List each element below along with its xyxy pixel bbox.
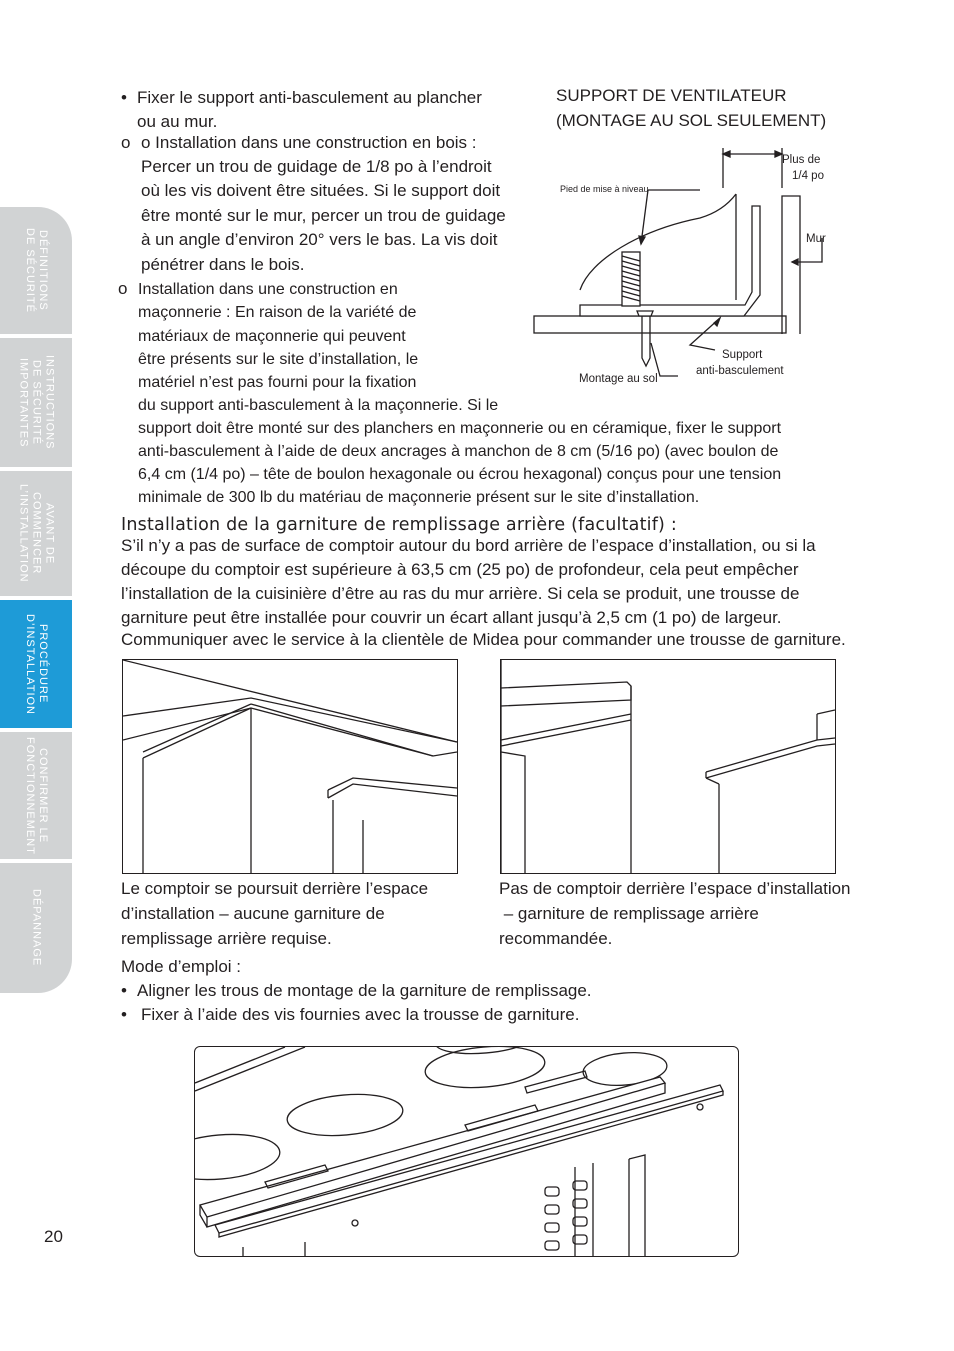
nav-tab-before-install[interactable] (0, 471, 72, 596)
paragraph-line: Percer un trou de guidage de 1/8 po à l’endroit (141, 157, 492, 176)
instruction-step: Aligner les trous de montage de la garniture de remplissage. (137, 981, 592, 1000)
nav-tab-label: CONFIRMER LE FONCTIONNEMENT (24, 736, 49, 855)
side-navigation (0, 207, 72, 993)
list-marker: o (121, 133, 131, 152)
bullet-text-line: ou au mur. (137, 112, 218, 131)
body-line: Communiquer avec le service à la clientèle de Midea pour commander une trousse de garniture. (121, 630, 846, 649)
paragraph-line: maçonnerie : En raison de la variété de (138, 304, 417, 321)
diagram-title: (MONTAGE AU SOL SEULEMENT) (556, 111, 827, 130)
paragraph-line: être présents sur le site d’installation, le (138, 351, 419, 368)
body-line: garniture peut être installée pour couvrir un écart allant jusqu’à 2,5 cm (1 po) de largeur. (121, 608, 782, 627)
paragraph-line: o Installation dans une construction en bois : (141, 133, 477, 152)
caption-line: Le comptoir se poursuit derrière l’espace (121, 879, 429, 898)
countertop-continues-figure (122, 659, 458, 874)
list-marker: o (118, 279, 128, 298)
nav-tab-troubleshooting[interactable] (0, 863, 72, 993)
caption-line: recommandée. (499, 929, 613, 948)
label-floor-mount: Montage au sol (579, 373, 658, 385)
bullet-symbol: • (121, 981, 127, 1000)
no-countertop-figure (500, 659, 836, 874)
paragraph-line: matériaux de maçonnerie qui peuvent (138, 328, 406, 345)
paragraph-line: où les vis doivent être situées. Si le support doit (141, 181, 501, 200)
body-line: découpe du comptoir est supérieure à 63,5 cm (25 po) de profondeur, cela peut empêcher (121, 560, 799, 579)
paragraph-line: matériel n’est pas fourni pour la fixation (138, 374, 417, 391)
nav-tab-label: AVANT DE COMMENCER L’INSTALLATION (17, 484, 56, 583)
paragraph-line: Installation dans une construction en (138, 281, 398, 298)
paragraph-line: être monté sur le mur, percer un trou de guidage (141, 206, 506, 225)
paragraph-line: 6,4 cm (1/4 po) – tête de boulon hexagonale ou écrou hexagonal) conçus pour une tension (138, 466, 782, 483)
section-heading: Installation de la garniture de remplissage arrière (facultatif) : (121, 515, 677, 535)
nav-tab-label: DÉPANNAGE (30, 889, 43, 967)
diagram-title: SUPPORT DE VENTILATEUR (556, 86, 787, 105)
bullet-symbol: • (121, 1005, 127, 1024)
nav-tab-label: INSTRUCTIONS DE SÉCURITÉ IMPORTANTES (17, 355, 56, 450)
label-leveling-foot: Pied de mise à niveau (560, 184, 649, 194)
label-wall: Mur (806, 233, 826, 245)
label-bracket: Support (722, 349, 763, 361)
label-bracket: anti-basculement (696, 365, 784, 377)
nav-tab-install-procedure[interactable] (0, 600, 72, 728)
nav-tab-important-safety[interactable] (0, 338, 72, 467)
range-trim-illustration (195, 1047, 738, 1256)
trim-installation-figure (194, 1046, 739, 1257)
body-line: l’installation de la cuisinière d’être au ras du mur arrière. Si cela se produit, une trousse de (121, 584, 800, 603)
countertop-illustration (123, 660, 457, 873)
bullet-text-line: Fixer le support anti-basculement au plancher (137, 88, 482, 107)
nav-tab-safety-definitions[interactable] (0, 207, 72, 334)
label-plus-de: Plus de (782, 154, 821, 166)
label-quarter-inch: 1/4 po (792, 170, 824, 182)
paragraph-line: minimale de 300 lb du matériau de maçonnerie présent sur le site d’installation. (138, 489, 700, 506)
bullet-symbol: • (121, 88, 127, 107)
nav-tab-label: DÉFINITIONS DE SÉCURITÉ (24, 228, 49, 313)
paragraph-line: pénétrer dans le bois. (141, 255, 305, 274)
page-number: 20 (44, 1227, 63, 1246)
body-line: S’il n’y a pas de surface de comptoir autour du bord arrière de l’espace d’installation, ou si la (121, 536, 816, 555)
instruction-step: Fixer à l’aide des vis fournies avec la trousse de garniture. (141, 1005, 580, 1024)
paragraph-line: support doit être monté sur des planchers en maçonnerie ou en céramique, fixer le support (138, 420, 782, 437)
paragraph-line: anti-basculement à l’aide de deux ancrages à manchon de 8 cm (5/16 po) (avec boulon de (138, 443, 779, 460)
no-countertop-illustration (501, 660, 835, 873)
caption-line: Pas de comptoir derrière l’espace d’installation (499, 879, 851, 898)
caption-line: remplissage arrière requise. (121, 929, 332, 948)
nav-tab-label: PROCÉDURE D’INSTALLATION (24, 613, 49, 715)
paragraph-line: à un angle d’environ 20° vers le bas. La vis doit (141, 230, 498, 249)
nav-tab-confirm-operation[interactable] (0, 732, 72, 859)
caption-line: d’installation – aucune garniture de (121, 904, 385, 923)
paragraph-line: du support anti-basculement à la maçonnerie. Si le (138, 397, 499, 414)
caption-line: – garniture de remplissage arrière (499, 904, 759, 923)
instructions-title: Mode d’emploi : (121, 957, 242, 976)
